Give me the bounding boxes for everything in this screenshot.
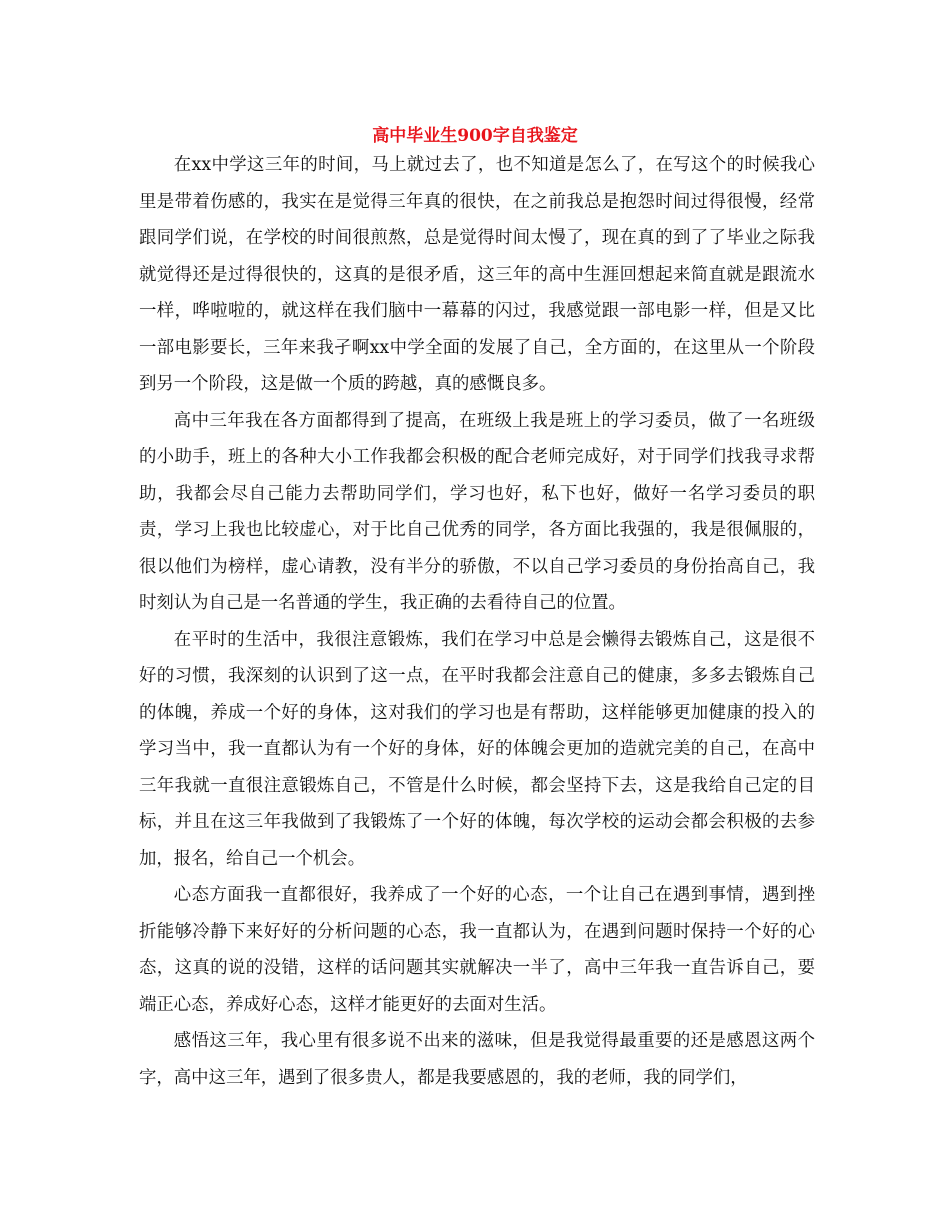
document-body	[139, 147, 815, 1096]
paragraph: 心态方面我一直都很好，我养成了一个好的心态，一个让自己在遇到事情，遇到挫折能够冷静下来好好的分析问题的心态，我一直都认为，在遇到问题时保持一个好的心态，这真的说的没错，这样的话问题其实就解决一半了，高中三年我一直告诉自己，要端正心态，养成好心态，这样才能更好的去面对生活。	[139, 885, 815, 1015]
paragraph: 高中三年我在各方面都得到了提高，在班级上我是班上的学习委员，做了一名班级的小助手，班上的各种大小工作我都会积极的配合老师完成好，对于同学们找我寻求帮助，我都会尽自己能力去帮助同学们，学习也好，私下也好，做好一名学习委员的职责，学习上我也比较虚心，对于比自己优秀的同学，各方面比我强的，我是很佩服的，很以他们为榜样，虚心请教，没有半分的骄傲，不以自己学习委员的身份抬高自己，我时刻认为自己是一名普通的学生，我正确的去看待自己的位置。	[139, 410, 815, 613]
document-title: 高中毕业生900字自我鉴定	[372, 126, 578, 146]
paragraph: 在平时的生活中，我很注意锻炼，我们在学习中总是会懒得去锻炼自己，这是很不好的习惯，我深刻的认识到了这一点，在平时我都会注意自己的健康，多多去锻炼自己的体魄，养成一个好的身体，这对我们的学习也是有帮助，这样能够更加健康的投入的学习当中，我一直都认为有一个好的身体，好的体魄会更加的造就完美的自己，在高中三年我就一直很注意锻炼自己，不管是什么时候，都会坚持下去，这是我给自己定的目标，并且在这三年我做到了我锻炼了一个好的体魄，每次学校的运动会都会积极的去参加，报名，给自己一个机会。	[139, 629, 815, 869]
paragraph: 在xx中学这三年的时间，马上就过去了，也不知道是怎么了，在写这个的时候我心里是带着伤感的，我实在是觉得三年真的很快，在之前我总是抱怨时间过得很慢，经常跟同学们说，在学校的时间很煎熬，总是觉得时间太慢了，现在真的到了了毕业之际我就觉得还是过得很快的，这真的是很矛盾，这三年的高中生涯回想起来简直就是跟流水一样，哗啦啦的，就这样在我们脑中一幕幕的闪过，我感觉跟一部电影一样，但是又比一部电影要长，三年来我孑啊xx中学全面的发展了自己，全方面的，在这里从一个阶段到另一个阶段，这是做一个质的跨越，真的感慨良多。	[139, 155, 815, 394]
paragraph: 感悟这三年，我心里有很多说不出来的滋味，但是我觉得最重要的还是感恩这两个字，高中这三年，遇到了很多贵人，都是我要感恩的，我的老师，我的同学们，	[139, 1031, 815, 1088]
